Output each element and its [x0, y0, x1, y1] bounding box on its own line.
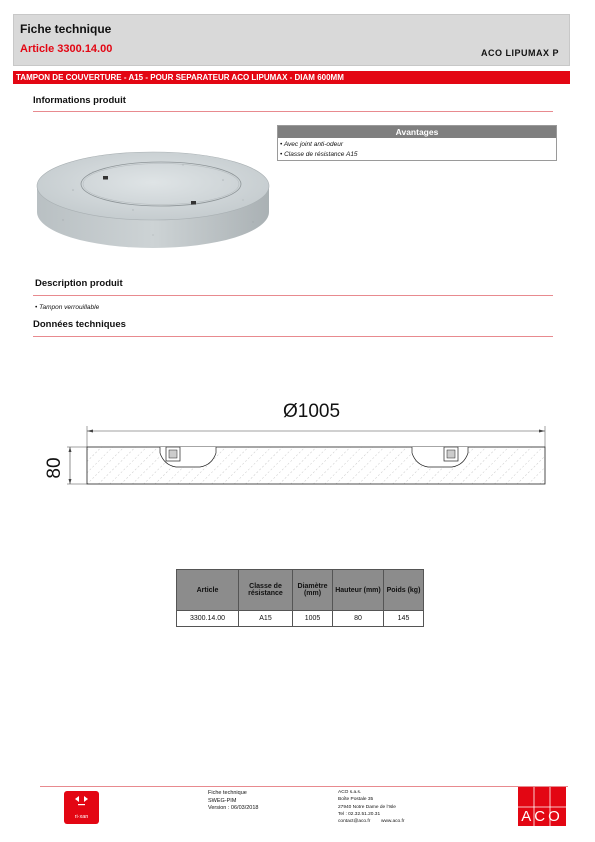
logo-text: ri·xan — [74, 814, 89, 820]
advantages-title: Avantages — [278, 126, 556, 138]
product-title-bar: TAMPON DE COUVERTURE - A15 - POUR SEPARATEUR ACO LIPUMAX - DIAM 600MM — [13, 71, 570, 84]
logo-mark-icon — [64, 791, 99, 813]
lock-slot-icon — [103, 176, 108, 180]
description-item: • Tampon verrouillable — [35, 304, 100, 311]
footer-rule — [40, 786, 568, 787]
footer-line: 27940 Notre Dame de l'Isle — [338, 804, 396, 810]
rixan-logo — [64, 791, 99, 824]
footer-line: SWEG-PIM — [208, 797, 237, 804]
table-header-row — [177, 570, 424, 611]
section-title-info: Informations produit — [33, 95, 126, 106]
section-title-technical: Données techniques — [33, 319, 126, 330]
footer-line: ACO s.a.s. — [338, 790, 362, 795]
table-cell: 80 — [333, 611, 384, 627]
product-name: ACO LIPUMAX P — [480, 48, 559, 58]
footer-line: Boîte Postale 35 — [338, 797, 374, 803]
table-cell: 145 — [384, 611, 424, 627]
footer-doc-info — [208, 790, 258, 813]
table-header-cell: Poids (kg) — [384, 570, 424, 611]
footer-line: Tel : 02.32.51.20.31 — [338, 811, 381, 817]
footer-company-info — [338, 789, 404, 825]
article-number: Article 3300.14.00 — [20, 43, 113, 55]
footer-line: Version : 06/03/2018 — [208, 805, 259, 811]
footer-line: contact@aco.fr www.aco.fr — [338, 819, 405, 825]
lock-slot-icon — [191, 201, 196, 205]
table-cell: 1005 — [293, 611, 333, 627]
aco-logo — [518, 787, 566, 826]
table-header-cell: Diamètre (mm) — [293, 570, 333, 611]
table-cell: 3300.14.00 — [177, 611, 239, 627]
page-header — [13, 14, 570, 66]
advantages-box — [277, 125, 557, 161]
diameter-dimension: Ø1005 — [283, 401, 341, 422]
section-rule — [33, 336, 553, 337]
product-photo — [33, 150, 273, 250]
table-header-cell: Hauteur (mm) — [333, 570, 384, 611]
section-rule — [33, 295, 553, 296]
table-cell: A15 — [239, 611, 293, 627]
doc-type-label: Fiche technique — [20, 22, 112, 36]
table-header-cell: Article — [177, 570, 239, 611]
height-dimension: 80 — [44, 457, 65, 479]
advantage-item: • Avec joint anti-odeur — [280, 141, 343, 148]
section-title-description: Description produit — [35, 278, 123, 289]
specs-table — [176, 569, 424, 627]
section-rule — [33, 111, 553, 112]
table-row — [177, 611, 424, 627]
table-header-cell: Classe de résistance — [239, 570, 293, 611]
footer-line: Fiche technique — [208, 790, 247, 796]
aco-brand-text: ACO — [521, 808, 563, 825]
advantage-item: • Classe de résistance A15 — [280, 151, 358, 158]
